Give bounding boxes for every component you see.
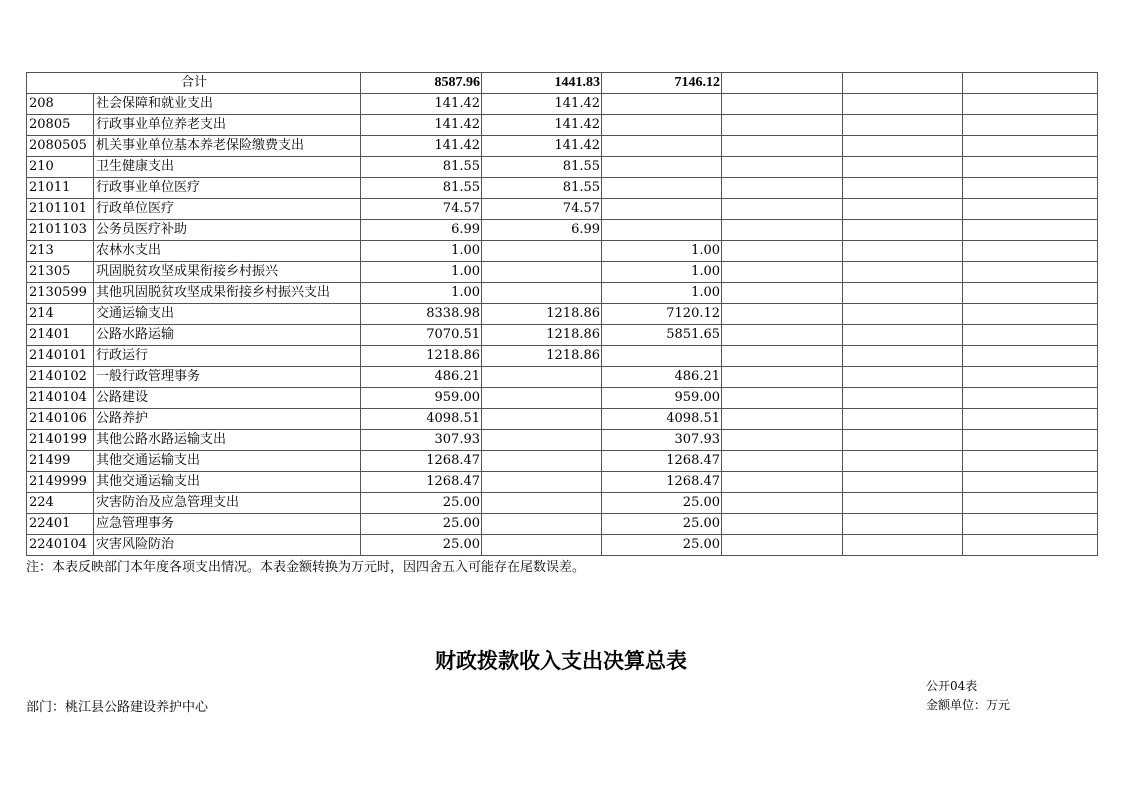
project-expense-cell: 307.93: [602, 430, 722, 451]
next-table-title: 财政拨款收入支出决算总表: [435, 648, 687, 673]
table-row: [27, 136, 1098, 157]
table-row: [27, 241, 1098, 262]
project-expense-cell: 25.00: [602, 535, 722, 556]
basic-expense-cell: [482, 535, 602, 556]
total-amount-cell: 1218.86: [361, 346, 482, 367]
total-amount-cell: 25.00: [361, 535, 482, 556]
empty-cell: [722, 346, 843, 367]
total-amount-cell: 81.55: [361, 178, 482, 199]
subject-code-cell: 224: [27, 493, 94, 514]
total-amount-cell: 141.42: [361, 115, 482, 136]
empty-cell: [963, 199, 1098, 220]
empty-cell: [722, 514, 843, 535]
empty-cell: [722, 451, 843, 472]
total-amount-cell: 959.00: [361, 388, 482, 409]
empty-cell: [963, 73, 1098, 94]
table-row: [27, 472, 1098, 493]
total-amount-cell: 1268.47: [361, 472, 482, 493]
basic-expense-cell: 81.55: [482, 157, 602, 178]
subject-name-cell: 巩固脱贫攻坚成果衔接乡村振兴: [94, 262, 361, 283]
subject-name-cell: 公路建设: [94, 388, 361, 409]
department-label: 部门：桃江县公路建设养护中心: [26, 700, 209, 715]
empty-cell: [963, 157, 1098, 178]
subject-code-cell: 21499: [27, 451, 94, 472]
subject-name-cell: 行政单位医疗: [94, 199, 361, 220]
empty-cell: [843, 283, 963, 304]
empty-cell: [722, 367, 843, 388]
empty-cell: [722, 94, 843, 115]
total-row: [27, 73, 1098, 94]
empty-cell: [963, 304, 1098, 325]
basic-expense-cell: 1218.86: [482, 325, 602, 346]
empty-cell: [843, 73, 963, 94]
empty-cell: [843, 136, 963, 157]
empty-cell: [963, 472, 1098, 493]
project-expense-cell: 1268.47: [602, 451, 722, 472]
table-row: [27, 199, 1098, 220]
table-row: [27, 409, 1098, 430]
empty-cell: [722, 472, 843, 493]
project-expense-cell: 25.00: [602, 514, 722, 535]
subject-name-cell: 一般行政管理事务: [94, 367, 361, 388]
total-amount-cell: 486.21: [361, 367, 482, 388]
empty-cell: [722, 430, 843, 451]
total-amount-cell: 7070.51: [361, 325, 482, 346]
subject-code-cell: 214: [27, 304, 94, 325]
empty-cell: [722, 115, 843, 136]
empty-cell: [843, 304, 963, 325]
basic-expense-cell: [482, 493, 602, 514]
subject-code-cell: 20805: [27, 115, 94, 136]
empty-cell: [722, 325, 843, 346]
subject-name-cell: 其他交通运输支出: [94, 451, 361, 472]
total-amount-cell: 141.42: [361, 94, 482, 115]
project-expense-cell: [602, 136, 722, 157]
basic-expense-cell: [482, 430, 602, 451]
basic-expense-cell: [482, 367, 602, 388]
empty-cell: [963, 430, 1098, 451]
empty-cell: [843, 451, 963, 472]
total-amount-cell: 8338.98: [361, 304, 482, 325]
basic-expense-cell: 1218.86: [482, 304, 602, 325]
subject-name-cell: 其他巩固脱贫攻坚成果衔接乡村振兴支出: [94, 283, 361, 304]
empty-cell: [843, 94, 963, 115]
subject-code-cell: 21011: [27, 178, 94, 199]
project-expense-cell: 5851.65: [602, 325, 722, 346]
project-expense-cell: [602, 199, 722, 220]
total-amount-cell: 1.00: [361, 283, 482, 304]
project-expense-cell: [602, 178, 722, 199]
total-amount-cell: 81.55: [361, 157, 482, 178]
subject-name-cell: 灾害防治及应急管理支出: [94, 493, 361, 514]
empty-cell: [963, 178, 1098, 199]
empty-cell: [843, 220, 963, 241]
subject-code-cell: 208: [27, 94, 94, 115]
table-row: [27, 283, 1098, 304]
empty-cell: [843, 409, 963, 430]
total-amount-cell: 25.00: [361, 493, 482, 514]
total-amount-cell: 1268.47: [361, 451, 482, 472]
basic-expense-cell: 1218.86: [482, 346, 602, 367]
subject-code-cell: 2140199: [27, 430, 94, 451]
table-row: [27, 346, 1098, 367]
subject-code-cell: 2130599: [27, 283, 94, 304]
empty-cell: [843, 535, 963, 556]
empty-cell: [963, 451, 1098, 472]
subject-name-cell: 其他交通运输支出: [94, 472, 361, 493]
basic-expense-cell: [482, 451, 602, 472]
total-amount-cell: 74.57: [361, 199, 482, 220]
basic-expense-cell: 6.99: [482, 220, 602, 241]
project-expense-cell: 1.00: [602, 241, 722, 262]
empty-cell: [843, 115, 963, 136]
empty-cell: [722, 73, 843, 94]
empty-cell: [843, 199, 963, 220]
table-row: [27, 367, 1098, 388]
subject-name-cell: 卫生健康支出: [94, 157, 361, 178]
basic-expense-cell: 141.42: [482, 94, 602, 115]
empty-cell: [963, 346, 1098, 367]
subject-code-cell: 2140104: [27, 388, 94, 409]
empty-cell: [722, 136, 843, 157]
table-row: [27, 115, 1098, 136]
project-expense-cell: 1268.47: [602, 472, 722, 493]
table-row: [27, 535, 1098, 556]
total-amount: 8587.96: [361, 73, 482, 94]
table-row: [27, 388, 1098, 409]
subject-code-cell: 2101101: [27, 199, 94, 220]
empty-cell: [843, 325, 963, 346]
empty-cell: [722, 157, 843, 178]
project-expense-cell: 1.00: [602, 283, 722, 304]
empty-cell: [963, 514, 1098, 535]
project-expense-cell: [602, 346, 722, 367]
subject-name-cell: 公务员医疗补助: [94, 220, 361, 241]
empty-cell: [843, 514, 963, 535]
empty-cell: [963, 241, 1098, 262]
empty-cell: [843, 178, 963, 199]
empty-cell: [722, 178, 843, 199]
basic-expense-cell: 141.42: [482, 115, 602, 136]
empty-cell: [843, 346, 963, 367]
empty-cell: [722, 304, 843, 325]
total-amount-cell: 141.42: [361, 136, 482, 157]
empty-cell: [722, 283, 843, 304]
total-amount-cell: 25.00: [361, 514, 482, 535]
subject-name-cell: 公路水路运输: [94, 325, 361, 346]
table-row: [27, 262, 1098, 283]
empty-cell: [963, 115, 1098, 136]
project-expense-cell: 486.21: [602, 367, 722, 388]
empty-cell: [963, 220, 1098, 241]
project-expense-cell: [602, 115, 722, 136]
expense-table: [26, 72, 1098, 556]
empty-cell: [963, 136, 1098, 157]
subject-name-cell: 机关事业单位基本养老保险缴费支出: [94, 136, 361, 157]
empty-cell: [722, 241, 843, 262]
basic-expense-cell: 81.55: [482, 178, 602, 199]
subject-name-cell: 其他公路水路运输支出: [94, 430, 361, 451]
basic-expense-cell: [482, 472, 602, 493]
empty-cell: [963, 94, 1098, 115]
empty-cell: [722, 409, 843, 430]
empty-cell: [963, 262, 1098, 283]
empty-cell: [963, 535, 1098, 556]
table-row: [27, 304, 1098, 325]
subject-code-cell: 22401: [27, 514, 94, 535]
basic-expense-cell: 74.57: [482, 199, 602, 220]
total-label: 合计: [27, 73, 361, 94]
empty-cell: [722, 220, 843, 241]
empty-cell: [722, 493, 843, 514]
empty-cell: [843, 157, 963, 178]
total-amount-cell: 6.99: [361, 220, 482, 241]
subject-code-cell: 2140106: [27, 409, 94, 430]
subject-code-cell: 2080505: [27, 136, 94, 157]
table-row: [27, 157, 1098, 178]
table-row: [27, 430, 1098, 451]
empty-cell: [843, 472, 963, 493]
total-amount-cell: 307.93: [361, 430, 482, 451]
basic-expense-cell: [482, 409, 602, 430]
project-expense-cell: 959.00: [602, 388, 722, 409]
empty-cell: [963, 325, 1098, 346]
total-amount-cell: 4098.51: [361, 409, 482, 430]
table-row: [27, 178, 1098, 199]
basic-expense-cell: [482, 388, 602, 409]
table-row: [27, 514, 1098, 535]
table-note: 注：本表反映部门本年度各项支出情况。本表金额转换为万元时，因四舍五入可能存在尾数误差。: [26, 560, 586, 575]
empty-cell: [843, 241, 963, 262]
form-number: 公开04表: [926, 679, 978, 693]
project-expense-cell: [602, 157, 722, 178]
project-expense-cell: 7120.12: [602, 304, 722, 325]
project-expense-cell: 1.00: [602, 262, 722, 283]
subject-name-cell: 公路养护: [94, 409, 361, 430]
subject-code-cell: 2140102: [27, 367, 94, 388]
project-expense-cell: 4098.51: [602, 409, 722, 430]
empty-cell: [963, 493, 1098, 514]
total-basic: 1441.83: [482, 73, 602, 94]
empty-cell: [843, 430, 963, 451]
empty-cell: [963, 409, 1098, 430]
total-project: 7146.12: [602, 73, 722, 94]
project-expense-cell: 25.00: [602, 493, 722, 514]
empty-cell: [843, 493, 963, 514]
project-expense-cell: [602, 94, 722, 115]
basic-expense-cell: [482, 514, 602, 535]
subject-code-cell: 213: [27, 241, 94, 262]
subject-name-cell: 行政事业单位养老支出: [94, 115, 361, 136]
empty-cell: [722, 388, 843, 409]
subject-code-cell: 21305: [27, 262, 94, 283]
empty-cell: [963, 367, 1098, 388]
table-row: [27, 94, 1098, 115]
empty-cell: [843, 388, 963, 409]
subject-code-cell: 2101103: [27, 220, 94, 241]
table-row: [27, 220, 1098, 241]
empty-cell: [843, 367, 963, 388]
subject-code-cell: 2149999: [27, 472, 94, 493]
empty-cell: [843, 262, 963, 283]
table-row: [27, 325, 1098, 346]
empty-cell: [722, 535, 843, 556]
total-amount-cell: 1.00: [361, 262, 482, 283]
empty-cell: [722, 262, 843, 283]
subject-name-cell: 应急管理事务: [94, 514, 361, 535]
basic-expense-cell: [482, 283, 602, 304]
subject-name-cell: 行政事业单位医疗: [94, 178, 361, 199]
empty-cell: [963, 283, 1098, 304]
subject-code-cell: 210: [27, 157, 94, 178]
basic-expense-cell: [482, 262, 602, 283]
basic-expense-cell: [482, 241, 602, 262]
subject-code-cell: 2140101: [27, 346, 94, 367]
basic-expense-cell: 141.42: [482, 136, 602, 157]
table-row: [27, 493, 1098, 514]
table-row: [27, 451, 1098, 472]
project-expense-cell: [602, 220, 722, 241]
amount-unit-label: 金额单位：万元: [926, 698, 1011, 712]
empty-cell: [722, 199, 843, 220]
subject-name-cell: 农林水支出: [94, 241, 361, 262]
subject-name-cell: 交通运输支出: [94, 304, 361, 325]
subject-name-cell: 灾害风险防治: [94, 535, 361, 556]
subject-code-cell: 2240104: [27, 535, 94, 556]
total-amount-cell: 1.00: [361, 241, 482, 262]
subject-code-cell: 21401: [27, 325, 94, 346]
subject-name-cell: 行政运行: [94, 346, 361, 367]
empty-cell: [963, 388, 1098, 409]
subject-name-cell: 社会保障和就业支出: [94, 94, 361, 115]
